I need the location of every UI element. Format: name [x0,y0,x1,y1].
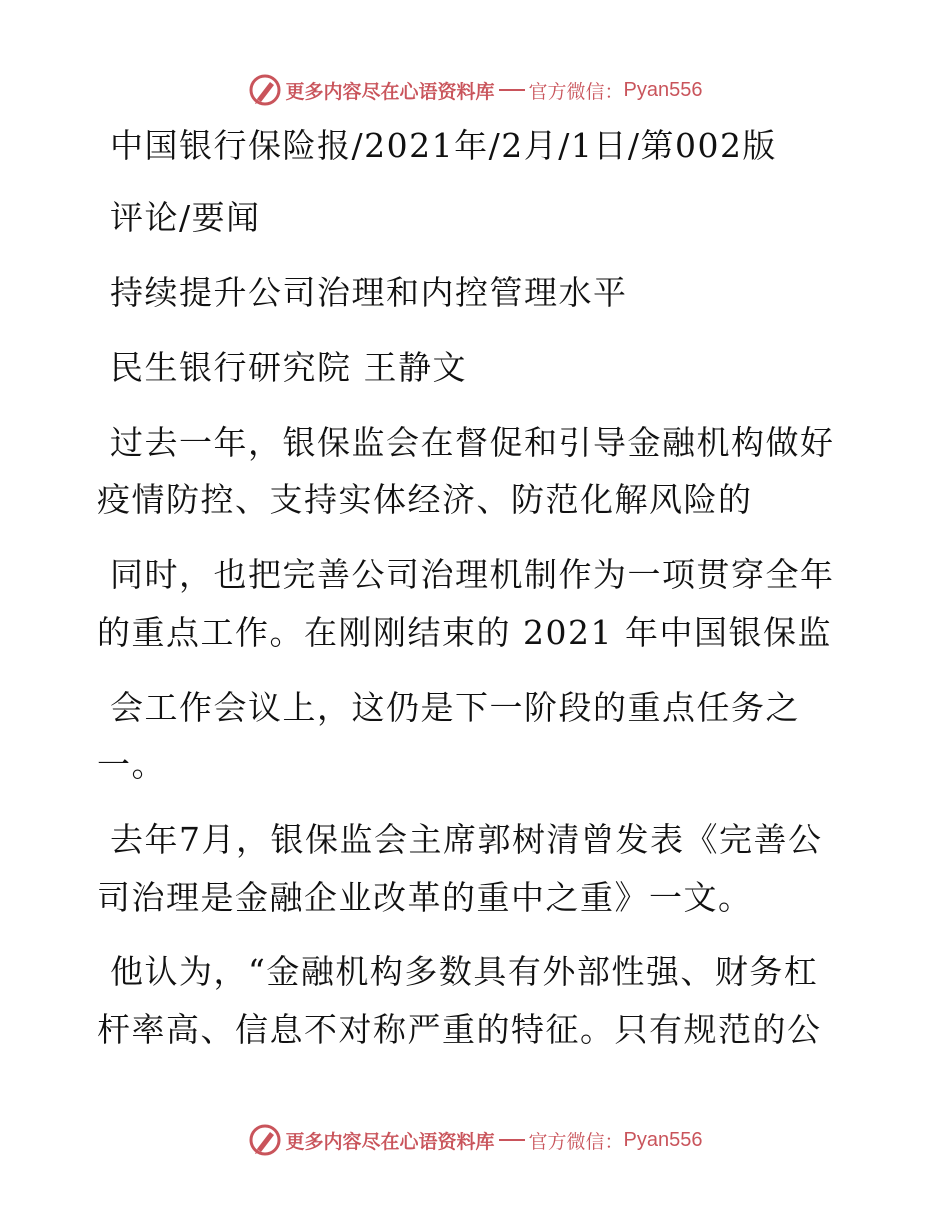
watermark-bottom [0,1120,950,1160]
watermark-label: 官方微信： [528,1130,624,1153]
body-line: 一。 [97,745,166,784]
source-line: 中国银行保险报/2021年/2月/1日/第002版 [110,126,777,165]
pen-logo-icon [248,73,282,107]
body-line: 会工作会议上，这仍是下一阶段的重点任务之 [110,688,800,727]
watermark-wechat-id: Pyan556 [623,1128,703,1151]
body-line: 杆率高、信息不对称严重的特征。只有规范的公 [97,1010,822,1049]
watermark-separator [499,1139,525,1141]
article-title: 持续提升公司治理和内控管理水平 [110,273,628,312]
byline: 民生银行研究院 王静文 [110,348,467,387]
body-line: 疫情防控、支持实体经济、防范化解风险的 [97,480,753,519]
body-line: 他认为，“金融机构多数具有外部性强、财务杠 [110,952,819,991]
watermark-top [0,70,950,110]
pen-logo-icon [248,1123,282,1157]
watermark-slogan: 更多内容尽在心语资料库 [285,1130,495,1153]
section-label: 评论/要闻 [110,198,261,237]
body-line: 去年7月，银保监会主席郭树清曾发表《完善公 [110,820,823,859]
watermark-wechat-id: Pyan556 [623,78,703,101]
body-line: 的重点工作。在刚刚结束的 2021 年中国银保监 [97,613,832,652]
watermark-label: 官方微信： [528,80,624,103]
body-line: 司治理是金融企业改革的重中之重》一文。 [97,878,753,917]
body-line: 同时，也把完善公司治理机制作为一项贯穿全年 [110,555,835,594]
watermark-separator [499,89,525,91]
body-line: 过去一年，银保监会在督促和引导金融机构做好 [110,423,835,462]
watermark-slogan: 更多内容尽在心语资料库 [285,80,495,103]
